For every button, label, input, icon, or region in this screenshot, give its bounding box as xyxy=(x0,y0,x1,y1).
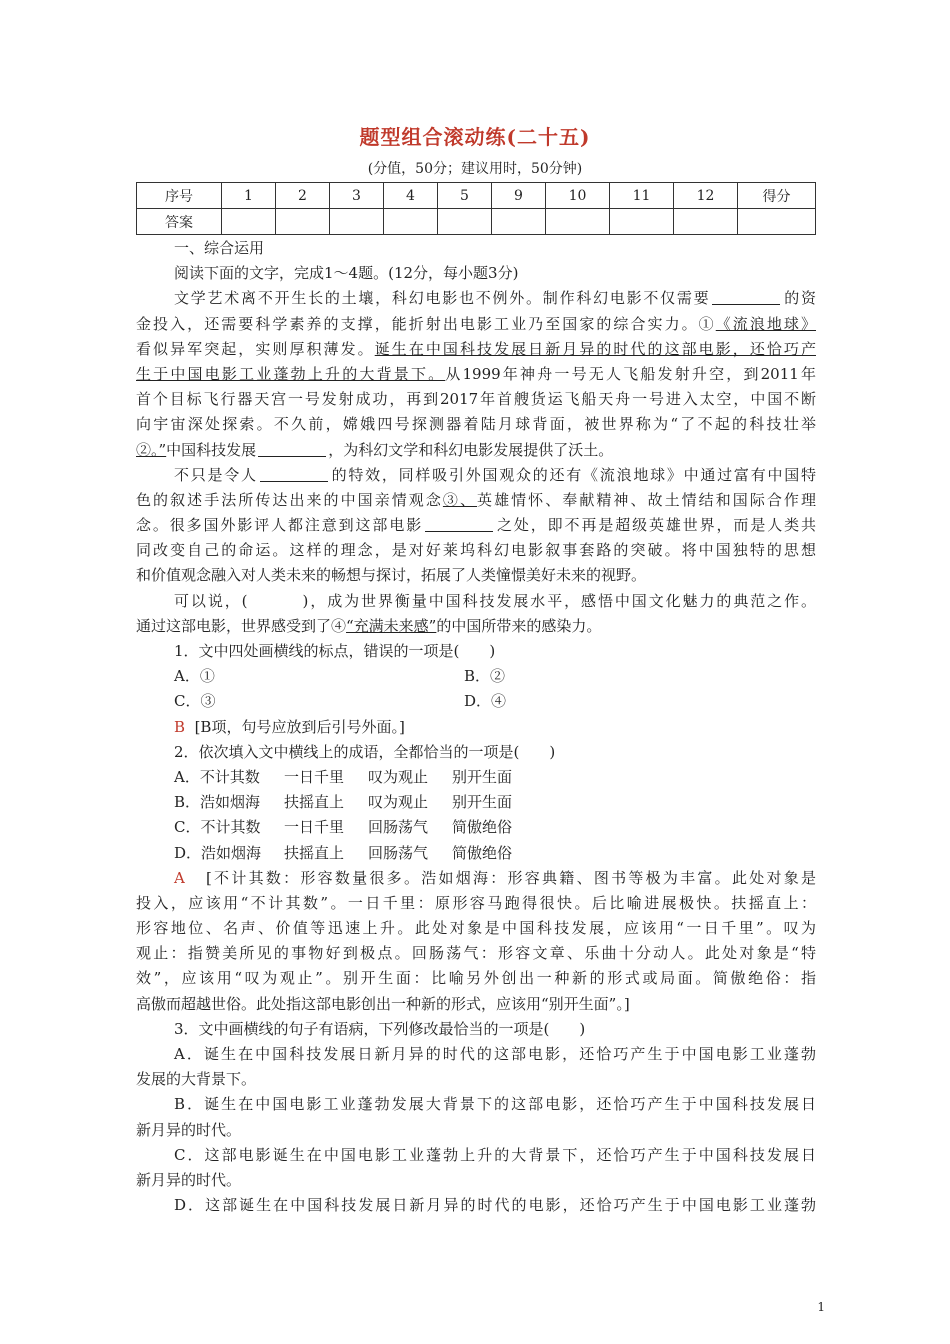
answer-cell[interactable] xyxy=(330,209,384,235)
table-header-cell: 2 xyxy=(276,183,330,209)
table-header-cell: 3 xyxy=(330,183,384,209)
page-subtitle: (分值，50分；建议用时，50分钟) xyxy=(367,161,583,177)
answer-explanation: B [B项，句号应放到后引号外面。] xyxy=(174,717,405,736)
fill-blank xyxy=(712,289,780,305)
option-row[interactable]: C．不计其数 一日千里 回肠荡气 简傲绝俗 xyxy=(174,818,513,837)
table-row xyxy=(137,209,816,235)
page-number: 1 xyxy=(817,1300,825,1314)
option-c[interactable]: C．这部电影诞生在中国电影工业蓬勃上升的大背景下，还恰巧产生于中国科技发展日 xyxy=(174,1145,816,1164)
passage-line: 念。很多国外影评人都注意到这部电影 之处，即不再是超级英雄世界，而是人类共 xyxy=(136,516,816,535)
explanation-line: 投入，应该用“不计其数”。一日千里：原形容马跑得很快。后比喻进展极快。扶摇直上： xyxy=(136,893,816,912)
option-b[interactable]: B．② xyxy=(464,667,506,686)
passage-line: 看似异军突起，实则厚积薄发。诞生在中国科技发展日新月异的时代的这部电影，还恰巧产 xyxy=(136,339,816,358)
table-header-cell: 10 xyxy=(546,183,610,209)
table-header-cell: 得分 xyxy=(738,183,816,209)
answer-cell[interactable] xyxy=(674,209,738,235)
passage-line: 首个目标飞行器天宫一号发射成功，再到2017年首艘货运飞船天舟一号进入太空，中国不断 xyxy=(136,390,816,409)
option-row[interactable]: A．不计其数 一日千里 叹为观止 别开生面 xyxy=(174,767,513,786)
table-header-cell: 4 xyxy=(384,183,438,209)
option-a[interactable]: A．诞生在中国科技发展日新月异的时代的这部电影，还恰巧产生于中国电影工业蓬勃 xyxy=(174,1045,816,1063)
option-b-cont: 新月异的时代。 xyxy=(136,1120,242,1139)
question-stem: 3．文中画横线的句子有语病，下列修改最恰当的一项是( ) xyxy=(174,1019,586,1038)
answer-cell[interactable] xyxy=(222,209,276,235)
passage-line: 和价值观念融入对人类未来的畅想与探讨，拓展了人类憧憬美好未来的视野。 xyxy=(136,566,647,585)
fill-blank xyxy=(258,441,326,457)
option-a-cont: 发展的大背景下。 xyxy=(136,1070,257,1089)
table-header-cell: 11 xyxy=(610,183,674,209)
table-header-cell: 序号 xyxy=(137,183,222,209)
fill-blank xyxy=(425,516,493,532)
table-row-label: 答案 xyxy=(137,209,222,235)
explanation-line: 高傲而超越世俗。此处指这部电影创出一种新的形式，应该用“别开生面”。] xyxy=(136,994,630,1013)
option-row xyxy=(136,664,816,689)
explanation-line: 形容地位、名声、价值等迅速上升。此处对象是中国科技发展，应该用“一日千里”。叹为 xyxy=(136,919,816,938)
answer-cell[interactable] xyxy=(276,209,330,235)
option-c[interactable]: C．③ xyxy=(174,692,216,711)
option-b[interactable]: B．诞生在中国电影工业蓬勃发展大背景下的这部电影，还恰巧产生于中国科技发展日 xyxy=(174,1095,816,1114)
answer-key: B xyxy=(174,717,186,736)
passage-line: 金投入，还需要科学素养的支撑，能折射出电影工业乃至国家的综合实力。①《流浪地球》 xyxy=(136,314,816,333)
answer-cell[interactable] xyxy=(384,209,438,235)
table-header-cell: 1 xyxy=(222,183,276,209)
answer-key: A xyxy=(174,868,185,887)
page-title: 题型组合滚动练(二十五) xyxy=(359,125,591,149)
table-header-cell: 9 xyxy=(492,183,546,209)
table-header-cell: 12 xyxy=(674,183,738,209)
answer-cell[interactable] xyxy=(492,209,546,235)
table-row xyxy=(137,183,816,209)
instruction: 阅读下面的文字，完成1～4题。(12分，每小题3分) xyxy=(174,264,519,283)
option-row[interactable]: D．浩如烟海 扶摇直上 回肠荡气 简傲绝俗 xyxy=(174,843,513,862)
answer-cell[interactable] xyxy=(546,209,610,235)
content-body xyxy=(136,236,816,1218)
question-stem: 2．依次填入文中横线上的成语，全都恰当的一项是( ) xyxy=(174,742,556,761)
option-c-cont: 新月异的时代。 xyxy=(136,1170,242,1189)
table-header-cell: 5 xyxy=(438,183,492,209)
option-d[interactable]: D．这部诞生在中国科技发展日新月异的时代的电影，还恰巧产生于中国电影工业蓬勃 xyxy=(174,1196,816,1215)
passage-line: 可以说，( )，成为世界衡量中国科技发展水平，感悟中国文化魅力的典范之作。 xyxy=(174,591,817,610)
passage-line: 生于中国电影工业蓬勃上升的大背景下。从1999年神舟一号无人飞船发射升空，到2011年 xyxy=(136,364,816,383)
explanation-line: 观止：指赞美所见的事物好到极点。回肠荡气：形容文章、乐曲十分动人。此处对象是“特 xyxy=(136,944,816,963)
option-row xyxy=(136,689,816,714)
answer-cell[interactable] xyxy=(438,209,492,235)
option-d[interactable]: D．④ xyxy=(464,692,507,711)
answer-explanation: A [不计其数：形容数量很多。浩如烟海：形容典籍、图书等极为丰富。此处对象是 xyxy=(174,868,816,887)
fill-blank xyxy=(260,466,328,482)
question-stem: 1．文中四处画横线的标点，错误的一项是( ) xyxy=(174,642,496,660)
option-a[interactable]: A．① xyxy=(174,667,215,686)
passage-line: 文学艺术离不开生长的土壤，科幻电影也不例外。制作科幻电影不仅需要 的资 xyxy=(174,289,816,308)
passage-line: ②。”中国科技发展 ，为科幻文学和科幻电影发展提供了沃土。 xyxy=(136,440,614,459)
passage-line: 不只是令人 的特效，同样吸引外国观众的还有《流浪地球》中通过富有中国特 xyxy=(174,465,816,484)
option-row[interactable]: B．浩如烟海 扶摇直上 叹为观止 别开生面 xyxy=(174,793,513,812)
passage-line: 向宇宙深处探索。不久前，嫦娥四号探测器着陆月球背面，被世界称为“了不起的科技壮举 xyxy=(136,415,816,434)
explanation-line: 效”，应该用“叹为观止”。别开生面：比喻另外创出一种新的形式或局面。简傲绝俗：指 xyxy=(136,969,816,988)
answer-cell[interactable] xyxy=(610,209,674,235)
passage-line: 色的叙述手法所传达出来的中国亲情观念③、英雄情怀、奉献精神、故土情结和国际合作理 xyxy=(136,490,816,509)
passage-line: 通过这部电影，世界感受到了④“充满未来感”的中国所带来的感染力。 xyxy=(136,616,602,635)
answer-table xyxy=(136,182,816,235)
score-cell[interactable] xyxy=(738,209,816,235)
section-heading: 一、综合运用 xyxy=(174,239,265,257)
passage-line: 同改变自己的命运。这样的理念，是对好莱坞科幻电影叙事套路的突破。将中国独特的思想 xyxy=(136,541,816,560)
